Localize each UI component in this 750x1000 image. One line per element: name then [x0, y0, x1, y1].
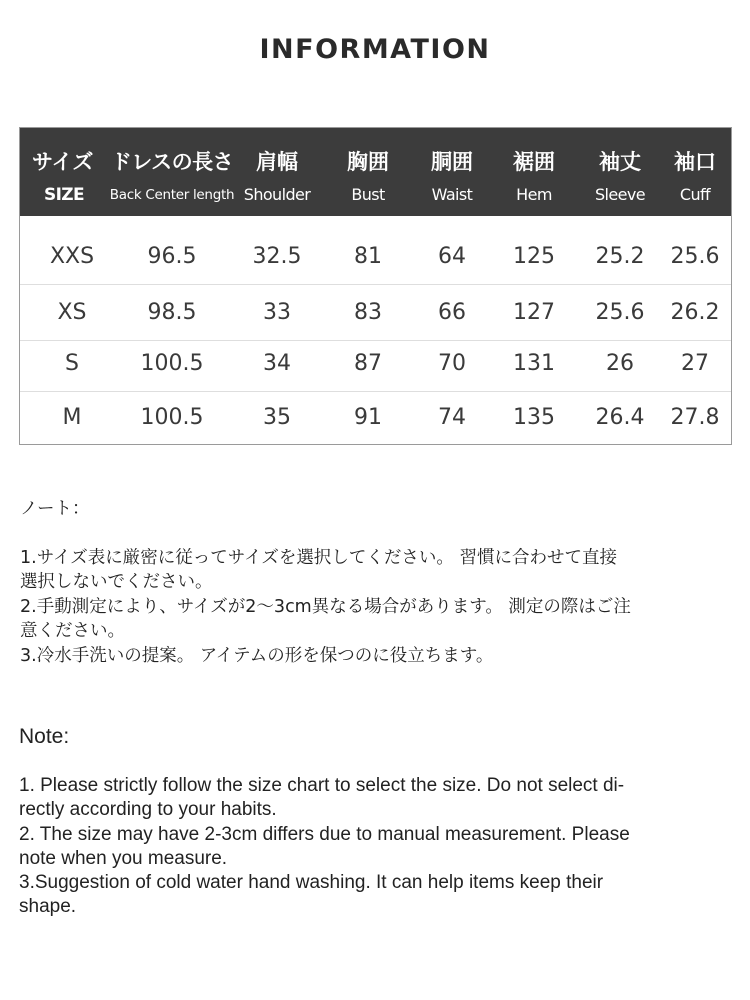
header-sleeve: 袖丈 Sleeve — [594, 150, 645, 204]
table-row: XS 98.5 33 83 66 127 25.6 26.2 — [20, 285, 731, 341]
note-line: 意ください。 — [20, 621, 125, 641]
note-line: note when you measure. — [19, 847, 228, 869]
note-line: 2. The size may have 2-3cm differs due to manual measurement. Please — [19, 823, 630, 845]
note-line: 1. Please strictly follow the size chart to select the size. Do not select di- — [19, 775, 625, 797]
notes-english — [19, 725, 719, 919]
header-cuff: 袖口 Cuff — [674, 150, 716, 204]
note-line: 3.Suggestion of cold water hand washing. It can help items keep their — [19, 872, 604, 894]
note-line: 1.サイズ表に厳密に従ってサイズを選択してください。 習慣に合わせて直接 — [20, 547, 617, 568]
table-header — [20, 128, 731, 216]
size-table — [19, 127, 732, 445]
table-row: M 100.5 35 91 74 135 26.4 27.8 — [62, 405, 720, 430]
note-line: 2.手動測定により、サイズが2〜3cm異なる場合があります。 測定の際はご注 — [20, 596, 631, 617]
header-back-center-length: ドレスの長さ Back Center length — [109, 150, 235, 203]
notes-japanese-heading: ノート： — [20, 499, 90, 519]
note-line: rectly according to your habits. — [19, 799, 277, 821]
table-row: S 100.5 34 87 70 131 26 27 — [20, 336, 731, 392]
header-bust: 胸囲 Bust — [347, 150, 389, 204]
header-hem: 裾囲 Hem — [513, 150, 555, 204]
note-line: 選択しないでください。 — [20, 572, 213, 592]
table-row: XXS 96.5 32.5 81 64 125 25.2 25.6 — [20, 229, 731, 285]
header-shoulder: 肩幅 Shoulder — [243, 150, 311, 204]
notes-japanese — [20, 497, 720, 668]
header-waist: 胴囲 Waist — [431, 150, 473, 204]
header-size: サイズ SIZE — [32, 150, 94, 205]
note-line: shape. — [19, 896, 77, 918]
notes-english-heading: Note: — [19, 725, 70, 748]
page-title: INFORMATION — [259, 34, 491, 65]
note-line: 3.冷水手洗いの提案。 アイテムの形を保つのに役立ちます。 — [20, 645, 494, 666]
